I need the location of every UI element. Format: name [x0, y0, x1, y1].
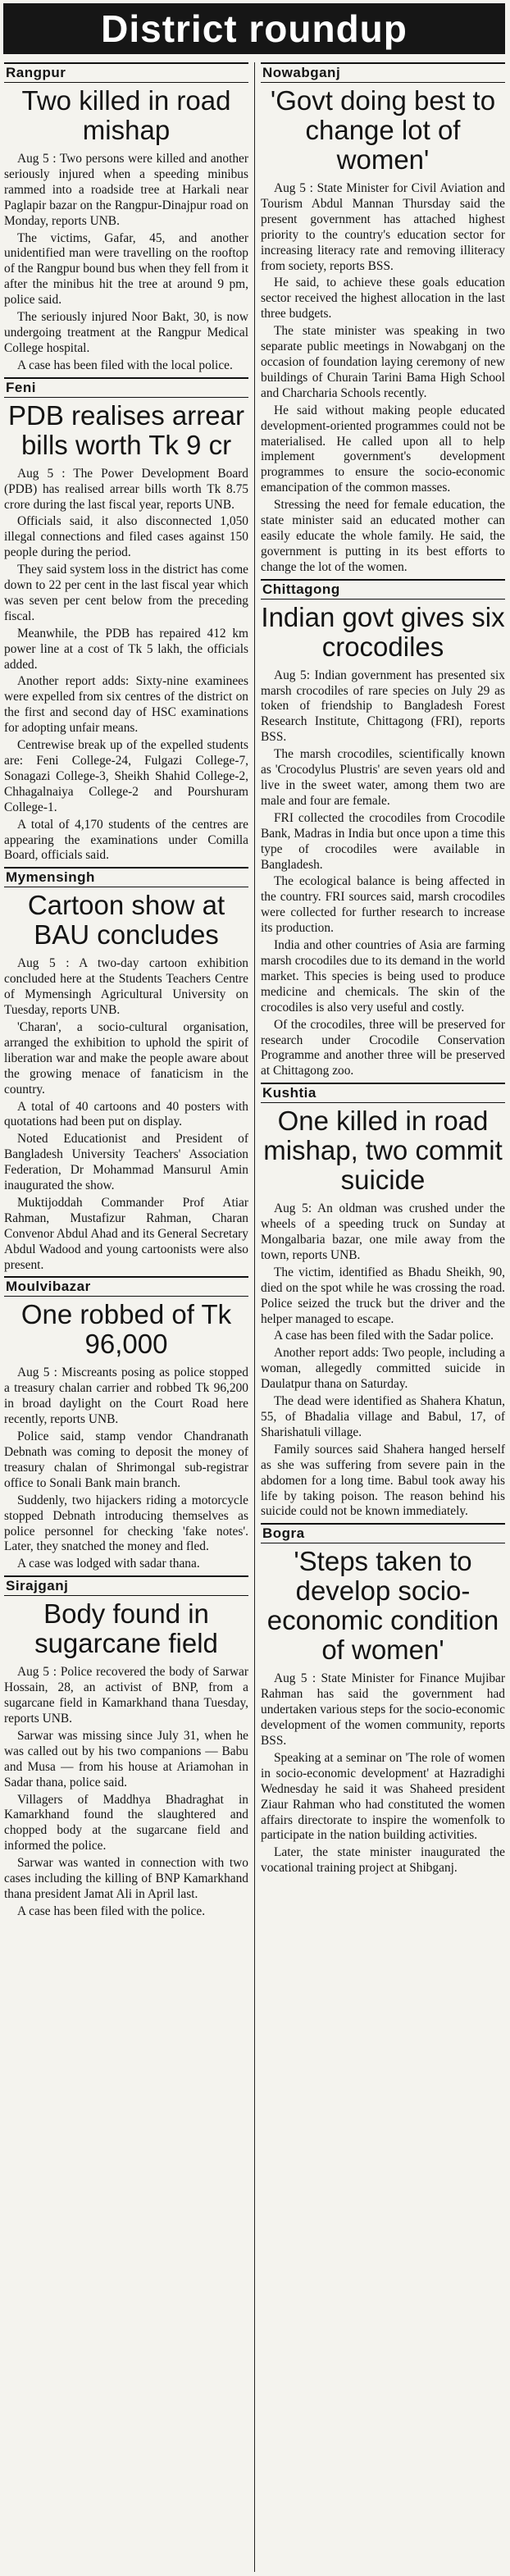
- story: [4, 1276, 248, 1572]
- story-headline: Two killed in road mishap: [21, 85, 231, 145]
- story: [4, 867, 248, 1273]
- story-paragraph: Aug 5 : Police recovered the body of Sarwar Hossain, 28, an activist of BNP, from a sugarcane field in Kamarkhand thana Tuesday, reports UNB.: [4, 1665, 248, 1726]
- story-paragraph: They said system loss in the district has come down to 22 per cent in the last fiscal year which was seven per cent below from the preceding fiscal.: [4, 563, 248, 623]
- story-headline: PDB realises arrear bills worth Tk 9 cr: [8, 399, 244, 460]
- story-paragraph: Aug 5 : State Minister for Finance Mujibar Rahman has said the government had undertaken various steps for the socio-economic development of the women community, reports BSS.: [261, 1671, 505, 1748]
- story-body: [261, 1671, 505, 1876]
- story-dateline: Kushtia: [261, 1083, 505, 1103]
- story-paragraph: Another report adds: Two people, including a woman, allegedly committed suicide in Daulatpur thana on Saturday.: [261, 1346, 505, 1392]
- story: [261, 579, 505, 1080]
- story: [261, 1523, 505, 1876]
- story-paragraph: A total of 4,170 students of the centres are appearing the examinations under Comilla Board, officials said.: [4, 817, 248, 863]
- story-headline: 'Steps taken to develop socio-economic condition of women': [266, 1546, 499, 1666]
- story-paragraph: The ecological balance is being affected in the country. FRI sources said, marsh crocodiles were collected for further research to increase its production.: [261, 874, 505, 936]
- masthead-banner: District roundup: [3, 3, 505, 54]
- story-paragraph: Aug 5: Indian government has presented six marsh crocodiles of rare species on July 29 as token of friendship to Bangladesh Forest Research Institute, Chittagong (FRI), reports BSS.: [261, 668, 505, 745]
- story-paragraph: Muktijoddah Commander Prof Atiar Rahman, Mustafizur Rahman, Charan Convenor Abdul Ahad and its General Secretary Abdul Wadood and young cartoonists were also present.: [4, 1195, 248, 1272]
- story-paragraph: Speaking at a seminar on 'The role of women in socio-economic development' at Hazradighi Wednesday he said it was Shaheed president Ziaur Rahman who had constituted the women affairs directorate to inspire the womenfolk to participate in the nation building activities.: [261, 1750, 505, 1843]
- story-paragraph: Aug 5 : A two-day cartoon exhibition concluded here at the Students Teachers Centre of Mymensingh Agricultural University on Tuesday, reports UNB.: [4, 956, 248, 1018]
- story-dateline: Feni: [4, 377, 248, 398]
- story-paragraph: Sarwar was wanted in connection with two cases including the killing of BNP Kamarkhand thana president Jamat Ali in April last.: [4, 1856, 248, 1901]
- story-body: [4, 956, 248, 1273]
- story-paragraph: India and other countries of Asia are farming marsh crocodiles due to its demand in the world market. This species is being used to produce medicine and chemicals. The skin of the crocodiles is also very useful and costly.: [261, 938, 505, 1014]
- story-paragraph: Aug 5 : Miscreants posing as police stopped a treasury chalan carrier and robbed Tk 96,200 in broad daylight on the Court Road here recently, reports UNB.: [4, 1366, 248, 1427]
- story-paragraph: Officials said, it also disconnected 1,050 illegal connections and filed cases against 150 people during the period.: [4, 514, 248, 560]
- story-body: [261, 668, 505, 1080]
- story-paragraph: A total of 40 cartoons and 40 posters with quotations had been put on display.: [4, 1099, 248, 1129]
- story-dateline: Sirajganj: [4, 1575, 248, 1596]
- story-paragraph: The dead were identified as Shahera Khatun, 55, of Bhadalia village and Babul, 17, of Sharishatuli village.: [261, 1394, 505, 1439]
- story-headline: Cartoon show at BAU concludes: [27, 890, 225, 951]
- story-paragraph: The seriously injured Noor Bakt, 30, is now undergoing treatment at the Rangpur Medical College hospital.: [4, 310, 248, 355]
- story-dateline: Mymensingh: [4, 867, 248, 887]
- story-paragraph: Sarwar was missing since July 31, when he was called out by his two companions — Babu and Musa — from his house at Ariamohan in Sadar thana, police said.: [4, 1728, 248, 1790]
- story: [4, 62, 248, 374]
- story-headline: Indian govt gives six crocodiles: [261, 601, 505, 662]
- story-paragraph: Police said, stamp vendor Chandranath Debnath was coming to deposit the money of treasury chalan of Shrimongal sub-registrar office to Sonali Bank main branch.: [4, 1429, 248, 1490]
- story-paragraph: Aug 5: An oldman was crushed under the wheels of a speeding truck on Sunday at Mongalbaria bazar, one mile away from the town, reports UNB.: [261, 1201, 505, 1262]
- story-paragraph: 'Charan', a socio-cultural organisation, arranged the exhibition to uphold the spirit of liberation war and make the people aware about the growing menace of fanaticism in the country.: [4, 1019, 248, 1097]
- story-paragraph: The victims, Gafar, 45, and another unidentified man were travelling on the rooftop of the Rangpur bound bus when they fell from it after the minibus hit the tree at around 9 pm, police said.: [4, 230, 248, 308]
- story-headline: 'Govt doing best to change lot of women': [270, 85, 496, 175]
- story-body: [4, 467, 248, 864]
- right-column: [261, 62, 505, 1880]
- column-divider: [254, 62, 255, 2572]
- story-dateline: Bogra: [261, 1523, 505, 1543]
- story-body: [261, 1201, 505, 1520]
- story-paragraph: Later, the state minister inaugurated the vocational training project at Shibganj.: [261, 1845, 505, 1876]
- story-headline: One killed in road mishap, two commit suicide: [263, 1106, 503, 1196]
- story-paragraph: A case has been filed with the local police.: [17, 358, 233, 372]
- story-paragraph: FRI collected the crocodiles from Crocodile Bank, Madras in India but once upon a time this type of crocodiles were available in Bangladesh.: [261, 810, 505, 872]
- story: [4, 1575, 248, 1920]
- story-dateline: Chittagong: [261, 579, 505, 600]
- story-headline: One robbed of Tk 96,000: [20, 1299, 232, 1360]
- story-paragraph: Stressing the need for female education, the state minister said an educated mother can easily educate the whole family. He said, the government is putting in its best efforts to change the lot of the women.: [261, 498, 505, 574]
- story-paragraph: A case was lodged with sadar thana.: [17, 1557, 200, 1571]
- story-paragraph: Aug 5 : State Minister for Civil Aviation and Tourism Abdul Mannan Thursday said the present government has attached highest priority to the country's education sector for increasing literacy rate and removing illiteracy from society, reports BSS.: [261, 181, 505, 273]
- story-paragraph: Aug 5 : Two persons were killed and another seriously injured when a speeding minibus rammed into a roadside tree at Harkali near Paglapir bazar on the Rangpur-Dinajpur road on Monday, reports UNB.: [4, 152, 248, 228]
- story-paragraph: A case has been filed with the Sadar police.: [274, 1329, 494, 1343]
- story-paragraph: Family sources said Shahera hanged herself as she was suffering from severe pain in the abdomen for a long time. Babul took away his life by taking poison. The reason behind his suicide could not be known immediately.: [261, 1442, 505, 1519]
- story-paragraph: Villagers of Maddhya Bhadraghat in Kamarkhand found the slaughtered and chopped body at the sugarcane field and informed the police.: [4, 1792, 248, 1853]
- left-column: [4, 62, 248, 1923]
- story-dateline: Nowabganj: [261, 62, 505, 83]
- story-paragraph: Centrewise break up of the expelled students are: Feni College-24, Fulgazi College-7, Sonagazi College-3, Sheikh Shahid College-2, Chhagalnaiya College-2 and Pourshuram College-1.: [4, 738, 248, 814]
- story-body: [4, 1366, 248, 1572]
- story-paragraph: Aug 5 : The Power Development Board (PDB) has realised arrear bills worth Tk 8.75 crore during the last fiscal year, reports UNB.: [4, 466, 248, 512]
- story-paragraph: The marsh crocodiles, scientifically known as 'Crocodylus Plustris' are seven years old and live in the sweet water, among them two are male and four are female.: [261, 747, 505, 808]
- story-body: [4, 152, 248, 374]
- story: [261, 62, 505, 576]
- story-paragraph: Meanwhile, the PDB has repaired 412 km power line at a cost of Tk 5 lakh, the officials added.: [4, 626, 248, 672]
- story-paragraph: Suddenly, two hijackers riding a motorcycle stopped Debnath introducing themselves as police personnel for checking 'fake notes'. Later, they snatched the money and fled.: [4, 1493, 248, 1554]
- story-headline: Body found in sugarcane field: [34, 1598, 218, 1659]
- story-paragraph: Noted Educationist and President of Bangladesh University Teachers' Association Federation, Dr Mohammad Mansurul Amin inaugurated the show.: [4, 1132, 248, 1193]
- story-paragraph: Another report adds: Sixty-nine examinees were expelled from six centres of the district on the first and second day of HSC examinations for adopting unfair means.: [4, 674, 248, 736]
- story: [261, 1083, 505, 1520]
- story-paragraph: Of the crocodiles, three will be preserved for research under Crocodile Conservation Programme and another three will be preserved at Chittagong zoo.: [261, 1017, 505, 1078]
- story-dateline: Rangpur: [4, 62, 248, 83]
- story-dateline: Moulvibazar: [4, 1276, 248, 1297]
- story-paragraph: He said without making people educated development-oriented programmes could not be materialised. He called upon all to help implement government's development programmes to ensure the socio-economic emancipation of the common masses.: [261, 403, 505, 495]
- story-paragraph: The victim, identified as Bhadu Sheikh, 90, died on the spot while he was crossing the road. Police seized the truck but the driver and the helper managed to escape.: [261, 1265, 505, 1326]
- story: [4, 377, 248, 864]
- story-paragraph: The state minister was speaking in two separate public meetings in Nowabganj on the occasion of foundation laying ceremony of new buildings of Churain Tarini Bama High School and Charcharia Schools recently.: [261, 324, 505, 400]
- story-paragraph: A case has been filed with the police.: [17, 1904, 206, 1918]
- story-paragraph: He said, to achieve these goals education sector received the highest allocation in the last three budgets.: [261, 276, 505, 321]
- story-body: [261, 181, 505, 576]
- story-body: [4, 1665, 248, 1920]
